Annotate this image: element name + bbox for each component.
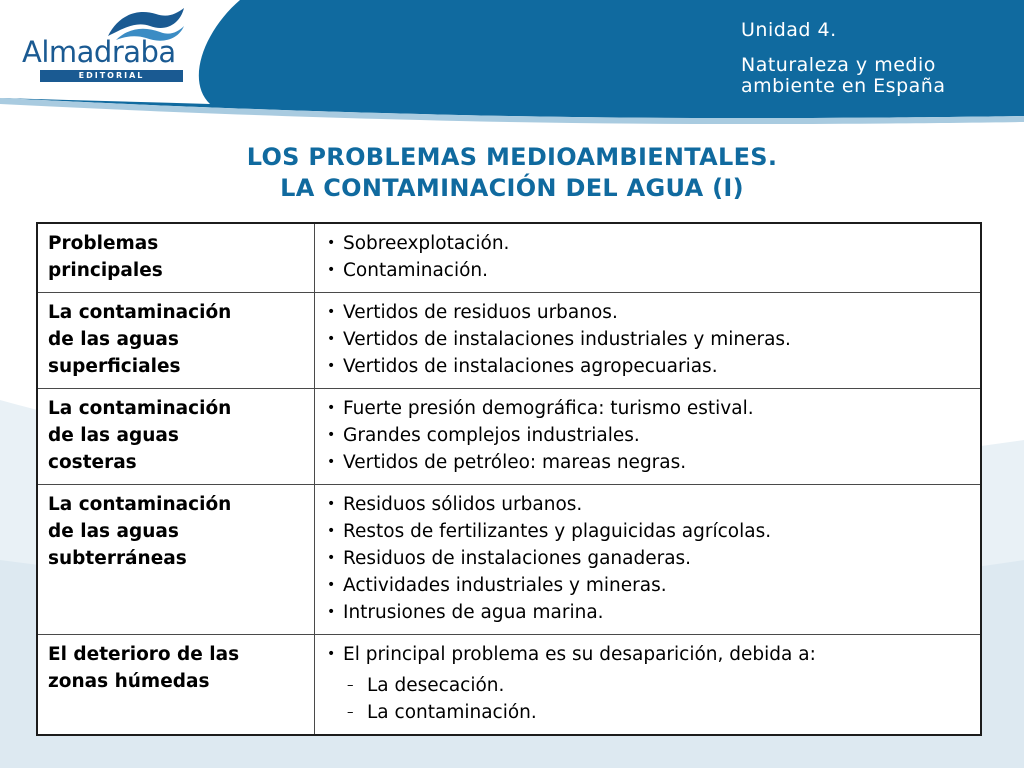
bullet-list <box>325 395 970 476</box>
bullet-item: • Grandes complejos industriales. <box>325 422 970 449</box>
bullet-item: • Actividades industriales y mineras. <box>325 572 970 599</box>
row-heading-line: zonas húmedas <box>48 671 210 692</box>
bullet-list <box>325 491 970 626</box>
bullet-list <box>325 230 970 284</box>
row-heading-line: superficiales <box>48 356 181 377</box>
bullet-item: • Intrusiones de agua marina. <box>325 599 970 626</box>
row-heading <box>37 293 315 389</box>
unit-title <box>741 55 1021 97</box>
bullet-item: • Vertidos de instalaciones industriales y mineras. <box>325 326 970 353</box>
problems-table-body <box>37 223 981 735</box>
row-heading <box>37 389 315 485</box>
bullet-item: • Vertidos de instalaciones agropecuarias. <box>325 353 970 380</box>
unit-heading <box>741 18 1021 97</box>
slide-title-line: LOS PROBLEMAS MEDIOAMBIENTALES. <box>246 143 778 171</box>
slide-title <box>0 142 1024 204</box>
unit-title-line: ambiente en España <box>741 75 946 97</box>
bullet-item: • Residuos de instalaciones ganaderas. <box>325 545 970 572</box>
logo-subtext: EDITORIAL <box>40 70 183 82</box>
bullet-item: • El principal problema es su desaparición, debida a: <box>325 641 970 668</box>
bullet-list <box>325 299 970 380</box>
row-heading <box>37 485 315 635</box>
row-heading-line: principales <box>48 260 163 281</box>
bullet-item: • Contaminación. <box>325 257 970 284</box>
dash-item: – La desecación. <box>325 672 970 699</box>
row-heading-line: costeras <box>48 452 137 473</box>
row-content <box>315 223 982 293</box>
table-row <box>37 485 981 635</box>
row-content <box>315 635 982 736</box>
row-heading-line: de las aguas <box>48 521 179 542</box>
bullet-item: • Restos de fertilizantes y plaguicidas agrícolas. <box>325 518 970 545</box>
table-row <box>37 635 981 736</box>
row-content <box>315 485 982 635</box>
row-heading-line: de las aguas <box>48 329 179 350</box>
bullet-item: • Residuos sólidos urbanos. <box>325 491 970 518</box>
row-heading-line: El deterioro de las <box>48 644 240 665</box>
almadraba-logo <box>18 6 176 80</box>
dash-list <box>325 672 970 726</box>
row-heading-line: subterráneas <box>48 548 187 569</box>
row-heading-line: de las aguas <box>48 425 179 446</box>
row-heading-line: La contaminación <box>48 398 232 419</box>
logo-wordmark: Almadraba <box>22 35 176 69</box>
bullet-item: • Sobreexplotación. <box>325 230 970 257</box>
unit-label: Unidad 4. <box>741 19 837 41</box>
row-heading-line: Problemas <box>48 233 159 254</box>
row-heading <box>37 635 315 736</box>
row-heading-line: La contaminación <box>48 302 232 323</box>
row-heading-line: La contaminación <box>48 494 232 515</box>
unit-title-line: Naturaleza y medio <box>741 54 936 76</box>
table-row <box>37 293 981 389</box>
slide-title-line: LA CONTAMINACIÓN DEL AGUA (I) <box>280 174 744 202</box>
bullet-item: • Vertidos de residuos urbanos. <box>325 299 970 326</box>
row-heading <box>37 223 315 293</box>
table-row <box>37 389 981 485</box>
bullet-item: • Vertidos de petróleo: mareas negras. <box>325 449 970 476</box>
row-content <box>315 293 982 389</box>
bullet-list <box>325 641 970 668</box>
problems-table <box>36 222 982 736</box>
table-row <box>37 223 981 293</box>
dash-item: – La contaminación. <box>325 699 970 726</box>
bullet-item: • Fuerte presión demográfica: turismo estival. <box>325 395 970 422</box>
row-content <box>315 389 982 485</box>
